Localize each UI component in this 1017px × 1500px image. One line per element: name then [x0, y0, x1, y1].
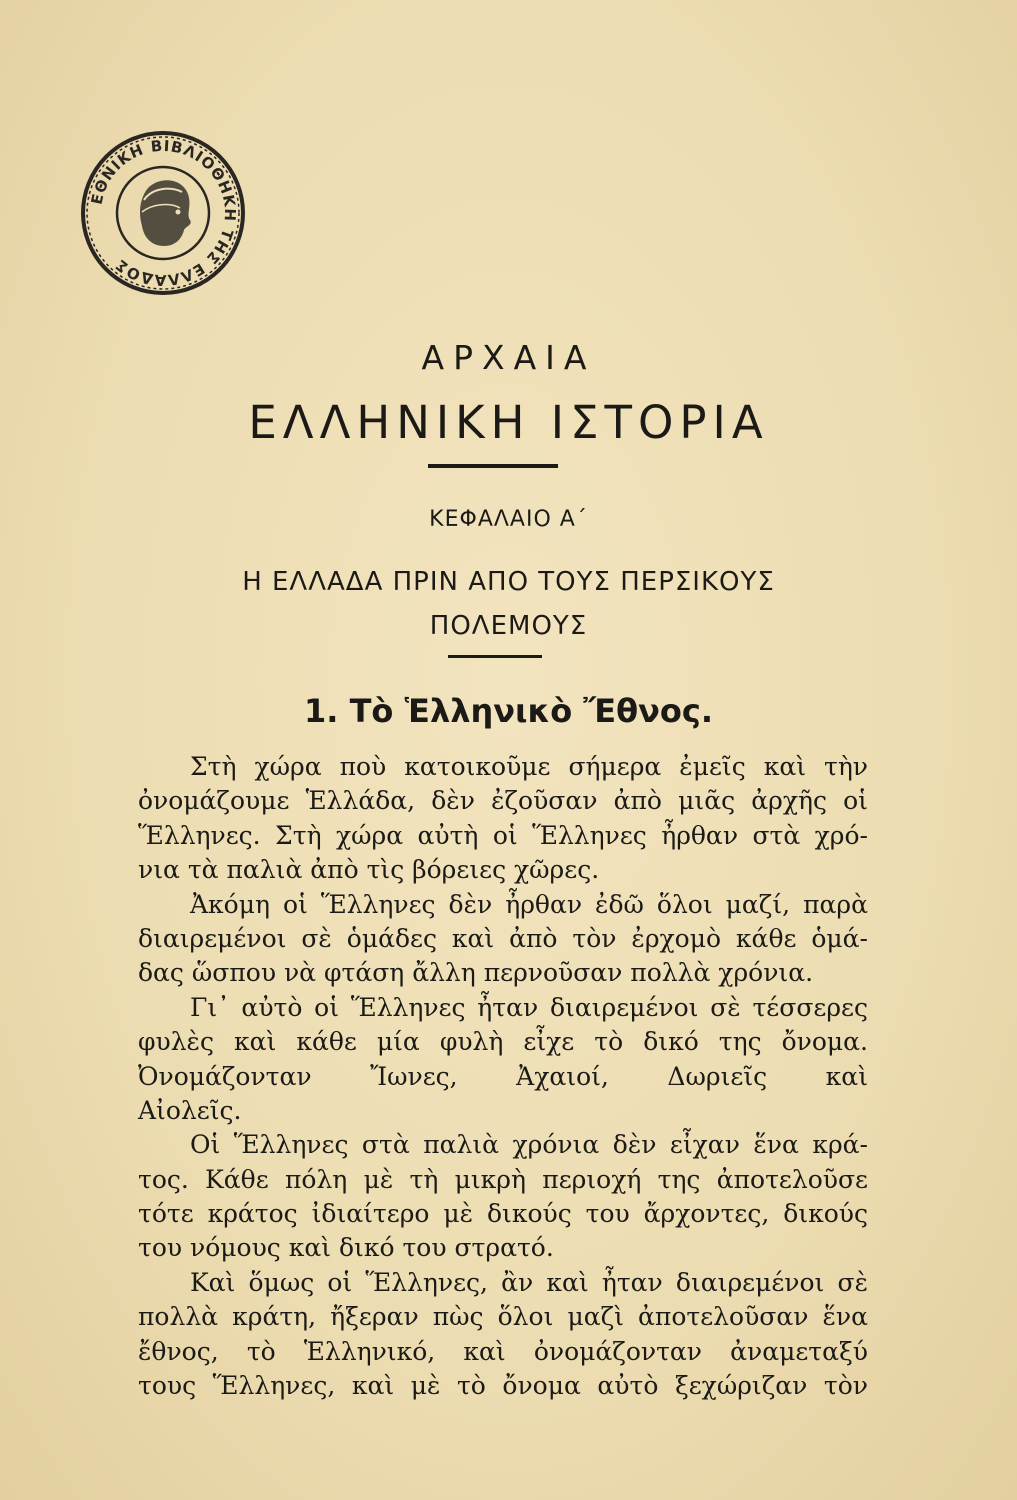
section-title: 1. Τὸ Ἑλληνικὸ Ἔθνος.	[304, 692, 713, 730]
text-line: Ἀκόμη οἱ Ἕλληνες δὲν ἦρθαν ἐδῶ ὅλοι μαζί, παρὰ	[190, 889, 868, 919]
text-line: Οἱ Ἕλληνες στὰ παλιὰ χρόνια δὲν εἶχαν ἕνα κρά-	[190, 1130, 868, 1160]
text-line: Καὶ ὅμως οἱ Ἕλληνες, ἂν καὶ ἦταν διαιρεμένοι σὲ	[190, 1267, 868, 1297]
text-line: Γι᾽ αὐτὸ οἱ Ἕλληνες ἦταν διαιρεμένοι σὲ τέσσερες	[190, 992, 868, 1022]
text-line: διαιρεμένοι σὲ ὁμάδες καὶ ἀπὸ τὸν ἐρχομὸ κάθε ὁμά-	[138, 923, 868, 953]
text-line: Ὀνομάζονταν Ἴωνες, Ἀχαιοί, Δωριεῖς καὶ	[138, 1061, 868, 1091]
stamp-graphic	[78, 128, 248, 298]
text-line: τος. Κάθε πόλη μὲ τὴ μικρὴ περιοχή της ἀποτελοῦσε	[138, 1164, 868, 1194]
chapter-subtitle-line: ΠΟΛΕΜΟΥΣ	[429, 611, 588, 641]
title-big: ΕΛΛΗΝΙΚΗ ΙΣΤΟΡΙΑ	[248, 396, 769, 449]
title-divider	[428, 464, 558, 468]
title-small: ΑΡΧΑΙΑ	[421, 338, 596, 377]
text-line: πολλὰ κράτη, ἤξεραν πὼς ὅλοι μαζὶ ἀποτελοῦσαν ἕνα	[138, 1302, 868, 1332]
chapter-subtitle	[0, 560, 1017, 648]
body-text	[138, 750, 868, 1403]
text-line: δας ὥσπου νὰ φτάση ἄλλη περνοῦσαν πολλὰ χρόνια.	[138, 958, 814, 988]
chapter-subtitle-line: Η ΕΛΛΑΔΑ ΠΡΙΝ ΑΠΟ ΤΟΥΣ ΠΕΡΣΙΚΟΥΣ	[242, 567, 775, 597]
text-line: ἔθνος, τὸ Ἑλληνικό, καὶ ὀνομάζονταν ἀναμεταξύ	[138, 1336, 868, 1366]
text-line: του νόμους καὶ δικό του στρατό.	[138, 1233, 554, 1263]
library-stamp-icon	[78, 128, 248, 298]
text-line: Αἰολεῖς.	[138, 1095, 242, 1125]
stamp-text: ΕΘΝΙΚΗ ΒΙΒΛΙΟΘΗΚΗ ΤΗΣ ΕΛΛΑΔΟΣ	[87, 136, 240, 290]
text-line: Ἕλληνες. Στὴ χώρα αὐτὴ οἱ Ἕλληνες ἦρθαν στὰ χρό-	[138, 820, 868, 850]
chapter-heading: ΚΕΦΑΛΑΙΟ Α΄	[429, 507, 588, 532]
subtitle-divider	[448, 655, 542, 658]
text-line: τους Ἕλληνες, καὶ μὲ τὸ ὄνομα αὐτὸ ξεχώριζαν τὸν	[138, 1371, 868, 1401]
text-line: νια τὰ παλιὰ ἀπὸ τὶς βόρειες χῶρες.	[138, 855, 600, 885]
text-line: φυλὲς καὶ κάθε μία φυλὴ εἶχε τὸ δικό της ὄνομα.	[138, 1027, 868, 1057]
text-line: Στὴ χώρα ποὺ κατοικοῦμε σήμερα ἐμεῖς καὶ τὴν	[190, 752, 868, 781]
text-line: τότε κράτος ἰδιαίτερο μὲ δικούς του ἄρχοντες, δικούς	[138, 1199, 868, 1229]
text-line: ὀνομάζουμε Ἑλλάδα, δὲν ἐζοῦσαν ἀπὸ μιᾶς ἀρχῆς οἱ	[138, 786, 868, 816]
